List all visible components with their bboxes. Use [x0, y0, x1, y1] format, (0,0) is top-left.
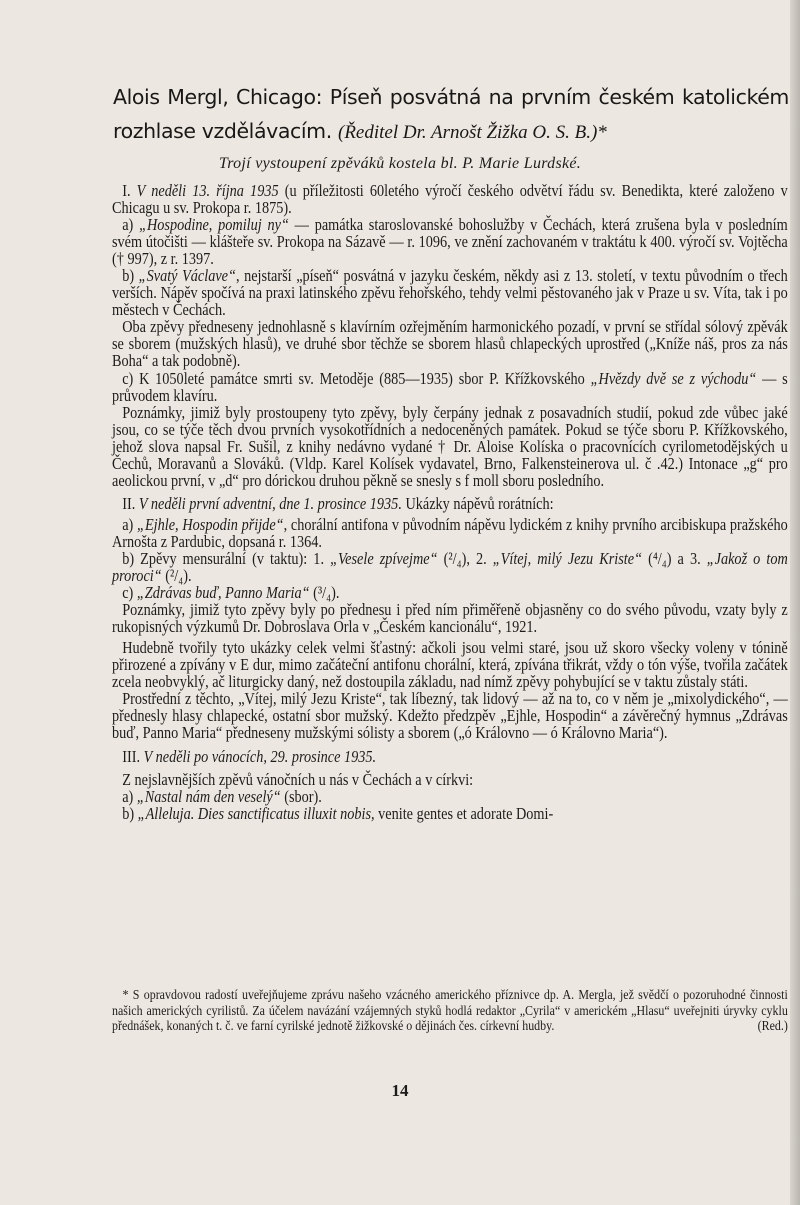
italic-text: V neděli po vánocích, 29. prosince 1935. — [143, 746, 377, 766]
italic-text: V neděli 13. října 1935 — [136, 181, 279, 200]
italic-text: „Hospodine, pomiluj ny“ — [139, 215, 289, 235]
paragraph — [112, 584, 788, 601]
italic-text: „Svatý Václave“ — [138, 266, 236, 286]
paragraph — [112, 495, 788, 512]
italic-text: „Vítej, milý Jezu Kriste“ — [492, 548, 643, 568]
italic-text: „Alleluja. Dies sanctificatus illuxit nobis, — [137, 803, 375, 823]
text: c) K 1050leté památce smrti sv. Metoděje (885—1935) sbor P. Křížkovského — [122, 368, 591, 388]
article-title — [113, 80, 789, 150]
text: a) — [122, 786, 137, 806]
article-subtitle: Trojí vystoupení zpěváků kostela bl. P. Marie Lurdské. — [218, 155, 582, 172]
paragraph — [112, 318, 788, 369]
page-edge-shadow — [790, 0, 800, 1205]
text: b) — [122, 803, 138, 823]
italic-text: „Nastal nám den veselý“ — [136, 786, 281, 806]
text: c) — [122, 583, 137, 603]
text: (⁴/₄) a 3. — [642, 548, 707, 568]
paragraph — [112, 771, 788, 788]
paragraph — [112, 748, 788, 765]
paragraph — [112, 601, 788, 635]
text: Ukázky nápěvů rorátních: — [401, 493, 554, 513]
title-editor: (Ředitel Dr. Arnošt Žižka O. S. B.)* — [338, 122, 607, 143]
text: , chorální antifona v původním nápěvu lydickém z knihy prvního arcibiskupa pražského Arnošta z Pardubic, dopsaná r. 1364. — [112, 514, 788, 551]
text: b) — [122, 266, 139, 286]
paragraph — [112, 216, 788, 267]
paragraph — [112, 370, 788, 404]
italic-text: „Vesele zpívejme“ — [330, 548, 438, 568]
footnote-signature: (Red.) — [757, 1018, 788, 1033]
paragraph — [112, 182, 788, 216]
text: Oba zpěvy předneseny jednohlasně s klavírním ozřejměním harmonického pozadí, v první se střídal sólový zpěvák se sborem (mužských hlasů), ve druhé sbor těchže se sborem hlasů chlapeckých uprostřed („Kníže náš, pros za nás Boha“ a tak podobně). — [112, 317, 788, 371]
footnote-text: * S opravdovou radostí uveřejňujeme zprávu našeho vzácného amerického příznivce dp. A. Mergla, jež svědčí o pozoruhodné činnosti našich amerických cyrilistů. Za účelem navázání vzájemných styků hodlá redaktor „Cyrila“ v americkém „Hlasu“ uveřejniti úryvky cyklu přednášek, konaných t. č. ve farní cyrilské jednotě žižkovské o dějinách čes. církevní hudby. — [112, 987, 788, 1033]
text: (²/₄). — [161, 566, 192, 586]
paragraph — [112, 639, 788, 690]
text: Hudebně tvořily tyto ukázky celek velmi šťastný: ačkoli jsou velmi staré, jsou už skoro všecky voleny v tónině přirozené a zpívány v E dur, mimo začáteční antifonu chorální, která, zpívána třikrát, vždy o tón výše, tvořila začátek zcela neobvyklý, ač liturgicky daný, než dostoupila základu, nad nímž zpěvy pohybující se v taktu zůstaly státi. — [112, 638, 788, 692]
text: (²/₄), 2. — [437, 548, 493, 568]
italic-text: V neděli první adventní, dne 1. prosince 1935. — [138, 493, 402, 513]
text: (u příležitosti 60letého výročí českého odvětví řádu sv. Benedikta, které založeno v Chicagu u sv. Prokopa r. 1875). — [112, 181, 788, 218]
page-number: 14 — [391, 1081, 409, 1100]
italic-text: „Zdrávas buď, Panno Maria“ — [136, 583, 310, 603]
text: Prostřední z těchto, „Vítej, milý Jezu Kriste“, tak líbezný, tak lidový — až na to, co v něm je „mixolydického“, — přednesly hlasy chlapecké, ostatní sbor mužský. Kdežto předzpěv „Ejhle, Hospodin“ a závěrečný hymnus „Zdrávas buď, Panno Maria“ předneseny mužskými sólisty a sborem („ó Královno — ó Královno Maria“). — [112, 689, 788, 743]
text: , nejstarší „píseň“ posvátná v jazyku českém, někdy asi z 13. století, v textu původním o třech verších. Nápěv spočívá na praxi latinského zpěvu řehořského, tehdy velmi pěstovaného jak v Praze u sv. Víta, tak i po městech v Čechách. — [112, 266, 788, 320]
text: III. — [122, 746, 144, 766]
text: Z nejslavnějších zpěvů vánočních u nás v Čechách a v církvi: — [122, 769, 474, 789]
italic-text: „Ejhle, Hospodin přijde“ — [137, 514, 284, 534]
text: — památka staroslovanské bohoslužby v Čechách, která zrušena byla v posledním svém útočišti — klášteře sv. Prokopa na Sázavě — r. 1096, ve znění zachovaném v traktátu k 400. výročí sv. Vojtěcha († 997), z r. 1397. — [112, 215, 788, 269]
text: a) — [122, 215, 140, 235]
text: venite gentes et adorate Domi- — [374, 803, 554, 823]
text: b) Zpěvy mensurální (v taktu): 1. — [122, 548, 331, 568]
title-main: Alois Mergl, Chicago: Píseň posvátná na prvním českém katolickém rozhlase vzdělávacím. — [113, 85, 789, 143]
text: II. — [122, 493, 139, 513]
text: Poznámky, jimiž tyto zpěvy byly po přednesu i před ním přiměřeně objasněny co do svého původu, vzaty byly z rukopisných výzkumů Dr. Dobroslava Orla v „Českém kancionálu“, 1921. — [112, 600, 788, 637]
footnote — [112, 987, 788, 1034]
italic-text: „Hvězdy dvě se z východu“ — [590, 368, 757, 388]
text: — s průvodem klavíru. — [112, 368, 788, 405]
paragraph — [112, 516, 788, 550]
paragraph — [112, 788, 788, 805]
article-body — [112, 182, 788, 822]
italic-text: „Jakož o tom proroci“ — [112, 548, 788, 586]
paragraph — [112, 404, 788, 489]
paragraph — [112, 805, 788, 822]
text: (³/₄). — [309, 583, 340, 603]
paragraph — [112, 690, 788, 741]
text: I. — [122, 181, 137, 200]
text: Poznámky, jimiž byly prostoupeny tyto zpěvy, byly čerpány jednak z posavadních studií, pokud zde vůbec jaké jsou, co se týče těch dvou prvních vysokotřídních a nedoceněných památek. Pokud se týče sboru P. Křížkovského, jehož slova napsal Fr. Sušil, z knihy nedávno vydané † Dr. Aloise Kolíska o pracovnících cyrilometodějských u Čechů, Moravanů a Slováků. (Vldp. Karel Kolísek vydavatel, Brno, Falkensteinerova ul. č .42.) Intonace „g“ pro aeolickou první, v „d“ pro dórickou druhou pěkně se snesly s f moll sboru posledního. — [112, 402, 788, 490]
text: (sbor). — [280, 786, 322, 806]
text: a) — [122, 514, 138, 534]
paragraph — [112, 267, 788, 318]
paragraph — [112, 550, 788, 584]
